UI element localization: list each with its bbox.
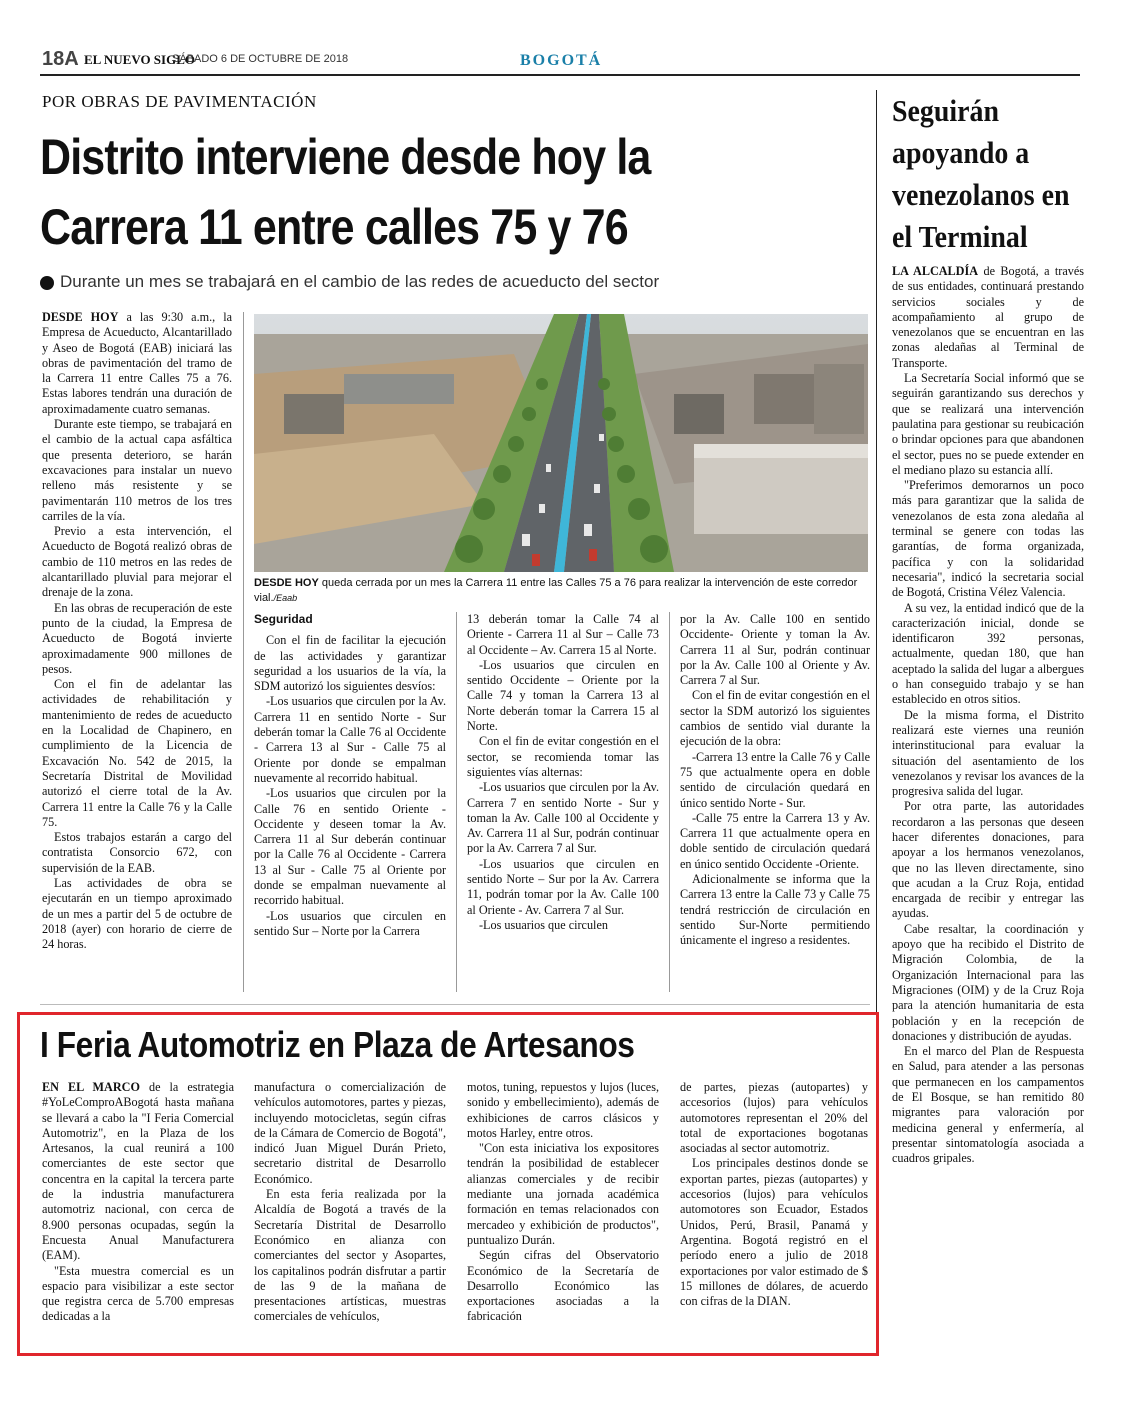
paragraph: Durante este tiempo, se trabajará en el cambio de la actual capa asfáltica que presenta deterioro, se harán excavaciones para instalar un nuevo relleno más resistente y se pavimentarán 110 metros de los tres carriles de la vía. <box>42 417 232 523</box>
sidebar-headline: Seguirán apoyando a venezolanos en el Terminal <box>892 93 1070 254</box>
caption-lead-in: DESDE HOY <box>254 577 319 589</box>
caption-text: queda cerrada por un mes la Carrera 11 entre las Calles 75 a 76 para realizar la intervención de este corredor vial. <box>254 577 858 604</box>
paragraph: motos, tuning, repuestos y lujos (luces, sonido y embellecimiento), además de exhibiciones de carros clásicos y motos Harley, entre otros. <box>467 1080 659 1140</box>
paragraph: -Los usuarios que circulen en sentido Occidente – Oriente por la Calle 74 y toman la Carrera 13 al Norte deberán tomar la Carrera 15 al Norte. <box>467 657 659 734</box>
paragraph: "Con esta iniciativa los expositores tendrán la posibilidad de establecer alianzas comerciales y de recibir mediante una jornada académica formación en temas relacionados con mercadeo y exhibición de productos", puntualizo Durán. <box>467 1141 659 1247</box>
article-column-4 <box>680 612 870 949</box>
paragraph: En el marco del Plan de Respuesta en Salud, para atender a las personas que permanecen en los campamentos de El Bosque, se han remitido 80 migrantes para valoración por medicina general y enfermería, al presentar sintomatología asociada a cuadros gripales. <box>892 1044 1084 1166</box>
article-column-1 <box>42 310 232 952</box>
page-number: 18A <box>42 48 79 70</box>
paragraph: -Los usuarios que circulen en sentido Norte – Sur por la Av. Carrera 11, podrán tomar por la Av. Calle 100 al Oriente - Av. Carrera 7 al Sur. <box>467 856 659 917</box>
paragraph: Con el fin de facilitar la ejecución de las actividades y garantizar seguridad a los usuarios de la vía, la SDM autorizó los siguientes desvíos: <box>254 633 446 694</box>
paragraph: "Preferimos demorarnos un poco más para garantizar que la salida de venezolanos de esta zona aledaña al terminal se genere con todas las garantías, de forma organizada, pacífica y con la solidaridad necesaria", indicó la secretaria social de Bogotá, Cristina Vélez Valencia. <box>892 478 1084 600</box>
publication-name: EL NUEVO SIGLO <box>84 52 195 67</box>
section-separator <box>40 1004 870 1005</box>
column-rule <box>456 612 457 992</box>
paragraph: -Los usuarios que circulen por la Calle 76 en sentido Oriente - Occidente y deseen tomar la Av. Carrera 11 al Sur deberán continuar por la Calle 76 al Occidente - Carrera 13 al Sur - Calle 75 al Oriente por donde se empalman nuevamente al recorrido habitual. <box>254 786 446 908</box>
paragraph: Con el fin de evitar congestión en el sector, se recomienda tomar las siguientes vías alternas: <box>467 734 659 779</box>
paragraph: Previo a esta intervención, el Acueducto de Bogotá realizó obras de cambio de 110 metros en las redes de alcantarillado pluvial para mejorar el drenaje de la zona. <box>42 524 232 600</box>
paragraph: manufactura o comercialización de vehículos automotores, partes y piezas, incluyendo motocicletas, según cifras de la Cámara de Comercio de Bogotá", indicó Juan Miguel Durán Prieto, secretario distrital de Desarrollo Económico. <box>254 1080 446 1186</box>
lead-in: LA ALCALDÍA <box>892 264 979 278</box>
feria-column-1 <box>42 1080 234 1325</box>
section-subhead: Seguridad <box>254 612 313 626</box>
paragraph: de partes, piezas (autopartes) y accesorios (lujos) para vehículos automotores representan el 20% del total de exportaciones bogotanas asociadas al sector automotriz. <box>680 1080 868 1156</box>
paragraph: La Secretaría Social informó que se seguirán garantizando sus derechos y que se realizará una intervención paulatina para gestionar su reubicación o brindar opciones para que abandonen el sector, pues no se puede extender en el mediano plazo su estancia allí. <box>892 371 1084 477</box>
section-name: BOGOTÁ <box>520 52 603 69</box>
paragraph: Las actividades de obra se ejecutarán en un tiempo aproximado de un mes a partir del 5 de octubre de 2018 (ayer) con horario de cierre de 24 horas. <box>42 875 232 952</box>
publication-date: SÁBADO 6 DE OCTUBRE DE 2018 <box>172 53 349 65</box>
paragraph: -Los usuarios que circulen <box>479 917 608 932</box>
paragraph: 13 deberán tomar la Calle 74 al Oriente - Carrera 11 al Sur – Calle 73 al Occidente – Av. Carrera 15 al Norte. <box>467 612 659 657</box>
article-subheadline: Durante un mes se trabajará en el cambio de las redes de acueducto del sector <box>60 272 660 291</box>
lead-in: EN EL MARCO <box>42 1080 140 1094</box>
feria-column-2 <box>254 1080 446 1325</box>
column-rule <box>243 312 244 992</box>
photo-credit: /Eaab <box>273 593 298 603</box>
article-column-2 <box>254 612 446 939</box>
paragraph: Con el fin de adelantar las actividades de rehabilitación y mantenimiento de redes de acueducto en la Localidad de Chapinero, en cumplimiento de la Licencia de Excavación No. 542 de 2015, la Secretaría Distrital de Movilidad autorizó el cierre total de la Av. Carrera 11 entre la Calle 76 y la Calle 75. <box>42 677 232 829</box>
article-photo <box>254 314 868 572</box>
article-kicker: POR OBRAS DE PAVIMENTACIÓN <box>42 92 317 111</box>
header-rule <box>40 74 1080 76</box>
paragraph: De la misma forma, el Distrito realizará este viernes una reunión interinstitucional para evaluar la situación del asentamiento de los venezolanos y revisar los avances de la progresiva salida del lugar. <box>892 707 1084 799</box>
paragraph: -Calle 75 entre la Carrera 13 y Av. Carrera 11 que actualmente opera en doble sentido de circulación quedará en único sentido Occidente -Oriente. <box>680 810 870 871</box>
headline-line-2: Carrera 11 entre calles 75 y 76 <box>40 199 628 255</box>
column-rule <box>669 612 670 992</box>
paragraph: En esta feria realizada por la Alcaldía de Bogotá a través de la Secretaría Distrital de Desarrollo Económico en alianza con comerciantes del sector y Asopartes, los capitalinos podrán disfrutar a partir de las 9 de la mañana de presentaciones artísticas, muestras comerciales de vehículos, <box>254 1187 446 1324</box>
paragraph: por la Av. Calle 100 en sentido Occidente- Oriente y toman la Av. Carrera 11 al Sur, podrán continuar por la Av. Calle 100 al Oriente y Av. Carrera 7 al Sur. <box>680 612 870 688</box>
feria-column-4 <box>680 1080 868 1309</box>
feria-headline: I Feria Automotriz en Plaza de Artesanos <box>40 1024 635 1065</box>
paragraph: A su vez, la entidad indicó que de la caracterización inicial, donde se identificaron 392 personas, actualmente, quedan 180, que han aceptado la salida del lugar a albergues o han conseguido trabajo y se han establecido en otros sitios. <box>892 600 1084 707</box>
feria-column-3 <box>467 1080 659 1325</box>
paragraph: a las 9:30 a.m., la Empresa de Acueducto, Alcantarillado y Aseo de Bogotá (EAB) iniciará las obras de pavimentación del tramo de la Carrera 11 entre Calles 75 a 76. Estas labores tendrán una duración de aproximadamente cuatro semanas. <box>42 310 233 416</box>
paragraph: -Los usuarios que circulen por la Av. Carrera 7 en sentido Norte - Sur y toman la Av. Calle 100 al Occidente y Av. Carrera 11 al Sur, podrán continuar por la Av. Carrera 7 al Sur. <box>467 780 659 856</box>
lead-in: DESDE HOY <box>42 310 119 324</box>
headline-line-1: Distrito interviene desde hoy la <box>40 129 651 185</box>
photo-caption <box>254 576 868 606</box>
paragraph: Según cifras del Observatorio Económico de la Secretaría de Desarrollo Económico las exportaciones asociadas a la fabricación <box>467 1248 659 1324</box>
paragraph: En las obras de recuperación de este punto de la ciudad, la Empresa de Acueducto de Bogotá invierte aproximadamente 900 millones de pesos. <box>42 600 232 676</box>
paragraph: -Los usuarios que circulen en sentido Sur – Norte por la Carrera <box>254 908 446 938</box>
article-column-3 <box>467 612 659 933</box>
paragraph: -Los usuarios que circulen por la Av. Carrera 11 en sentido Norte - Sur deberán tomar la Calle 76 al Occidente - Carrera 13 al Sur - Calle 75 al Oriente por donde se empalman nuevamente al recorrido habitual. <box>254 694 446 785</box>
paragraph: Cabe resaltar, la coordinación y apoyo que ha recibido el Distrito de Migración Colombia, de la Organización Internacional para las Migraciones (OIM) y de la Cruz Roja para la atención humanitaria de esta población y en la recepción de donaciones y distribución de ayudas. <box>892 921 1084 1043</box>
paragraph: "Esta muestra comercial es un espacio para visibilizar a este sector que registra cerca de 5.700 empresas dedicadas a la <box>42 1263 234 1324</box>
paragraph: Adicionalmente se informa que la Carrera 13 entre la Calle 73 y Calle 75 tendrá restricción de circulación en sentido Sur-Norte permitiendo únicamente el ingreso a residentes. <box>680 872 870 948</box>
paragraph: Los principales destinos donde se exportan partes, piezas (autopartes) y accesorios (lujos) para vehículos automotores son Ecuador, Estados Unidos, Perú, Brasil, Panamá y Argentina. Bogotá registró en el período enero a julio de 2018 exportaciones por valor estimado de $ 15 millones de dólares, de acuerdo con cifras de la DIAN. <box>680 1156 868 1309</box>
paragraph: -Carrera 13 entre la Calle 76 y Calle 75 que actualmente opera en doble sentido de circulación quedará en único sentido Norte - Sur. <box>680 749 870 810</box>
paragraph: Con el fin de evitar congestión en el sector la SDM autorizó los siguientes cambios de sentido vial durante la ejecución de la obra: <box>680 688 870 749</box>
sidebar-body <box>892 264 1084 1167</box>
aerial-street-illustration <box>254 314 868 572</box>
paragraph: Por otra parte, las autoridades recordaron a las personas que deseen hacer diferentes donaciones, para apoyar a los hermanos venezolanos, que no las lleven directamente, sino que acudan a la Cruz Roja, entidad encargada de recibir y entregar las ayudas. <box>892 799 1084 921</box>
bullet-icon <box>40 276 54 290</box>
paragraph: de la estrategia #YoLeComproABogotá hasta mañana se llevará a cabo la "I Feria Comercial Automotriz", en la Plaza de los Artesanos, la cual reunirá a 100 comerciantes de este sector que concentra en la capital la tercera parte de la industria manufacturera automotriz nacional, con cerca de 8.900 personas ocupadas, según la Encuesta Anual Manufacturera (EAM). <box>42 1080 235 1263</box>
paragraph: Estos trabajos estarán a cargo del contratista Consorcio 672, con supervisión de la EAB. <box>42 830 232 875</box>
paragraph: de Bogotá, a través de sus entidades, continuará prestando servicios sociales y de acompañamiento al grupo de venezolanos que se encuentran en las zonas aledañas al Terminal de Transporte. <box>892 264 1085 370</box>
article-headline <box>40 122 728 262</box>
